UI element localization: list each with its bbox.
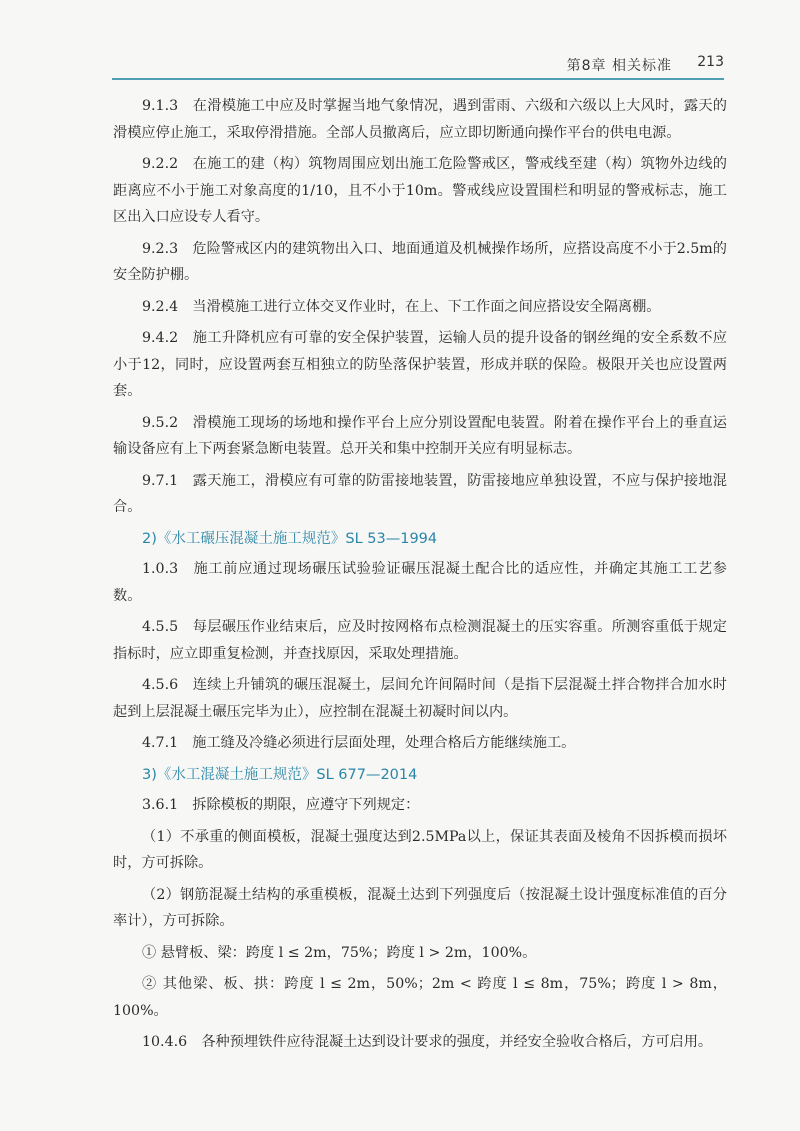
clause-4-5-6: 4.5.6 连续上升铺筑的碾压混凝土，层间允许间隔时间（是指下层混凝土拌合物拌合加水时起到上层混凝土碾压完毕为止），应控制在混凝土初凝时间以内。	[113, 677, 727, 720]
chapter-title: 第8章 相关标准	[566, 58, 672, 74]
clause-3-6-1-item-2: （2）钢筋混凝土结构的承重模板，混凝土达到下列强度后（按混凝土设计强度标准值的百分率计），方可拆除。	[113, 886, 727, 929]
clause-9-7-1: 9.7.1 露天施工，滑模应有可靠的防雷接地装置，防雷接地应单独设置，不应与保护接地混合。	[113, 472, 727, 515]
clause-3-6-1: 3.6.1 拆除模板的期限，应遵守下列规定：	[142, 797, 420, 813]
clause-9-1-3: 9.1.3 在滑模施工中应及时掌握当地气象情况，遇到雷雨、六级和六级以上大风时，露天的滑模应停止施工，采取停滑措施。全部人员撤离后，应立即切断通向操作平台的供电电源。	[113, 98, 727, 141]
clause-3-6-1-item-1: （1）不承重的侧面模板，混凝土强度达到2.5MPa以上，保证其表面及棱角不因拆模而损坏时，方可拆除。	[113, 828, 727, 871]
body-text	[113, 93, 727, 1061]
page-header	[112, 40, 724, 80]
clause-4-5-5: 4.5.5 每层碾压作业结束后，应及时按网格布点检测混凝土的压实容重。所测容重低于规定指标时，应立即重复检测，并查找原因，采取处理措施。	[113, 619, 727, 662]
section-heading-sl53: 2)《水工碾压混凝土施工规范》SL 53—1994	[142, 530, 438, 547]
clause-9-5-2: 9.5.2 滑模施工现场的场地和操作平台上应分别设置配电装置。附着在操作平台上的垂直运输设备应有上下两套紧急断电装置。总开关和集中控制开关应有明显标志。	[113, 414, 727, 457]
clause-9-2-4: 9.2.4 当滑模施工进行立体交叉作业时，在上、下工作面之间应搭设安全隔离棚。	[142, 298, 661, 315]
clause-9-2-3: 9.2.3 危险警戒区内的建筑物出入口、地面通道及机械操作场所，应搭设高度不小于2.5m的安全防护棚。	[113, 240, 727, 283]
clause-1-0-3: 1.0.3 施工前应通过现场碾压试验验证碾压混凝土配合比的适应性，并确定其施工工艺参数。	[113, 561, 727, 604]
page-number: 213	[697, 54, 724, 70]
clause-9-2-2: 9.2.2 在施工的建（构）筑物周围应划出施工危险警戒区，警戒线至建（构）筑物外边线的距离应不小于施工对象高度的1/10，且不小于10m。警戒线应设置围栏和明显的警戒标志，施工区出入口应设专人看守。	[113, 156, 727, 225]
section-heading-sl677: 3)《水工混凝土施工规范》SL 677—2014	[142, 766, 418, 783]
clause-4-7-1: 4.7.1 施工缝及冷缝必须进行层面处理，处理合格后方能继续施工。	[142, 735, 576, 751]
clause-10-4-6: 10.4.6 各种预埋铁件应待混凝土达到设计要求的强度，并经安全验收合格后，方可启用。	[142, 1034, 713, 1050]
clause-9-4-2: 9.4.2 施工升降机应有可靠的安全保护装置，运输人员的提升设备的钢丝绳的安全系数不应小于12，同时，应设置两套互相独立的防坠落保护装置，形成并联的保险。极限开关也应设置两套。	[113, 330, 727, 399]
clause-3-6-1-subitem-2: ② 其他梁、板、拱：跨度 l ≤ 2m，50%；2m < 跨度 l ≤ 8m，75%；跨度 l > 8m，100%。	[113, 976, 727, 1019]
clause-3-6-1-subitem-1: ① 悬臂板、梁：跨度 l ≤ 2m，75%；跨度 l > 2m，100%。	[142, 944, 537, 961]
